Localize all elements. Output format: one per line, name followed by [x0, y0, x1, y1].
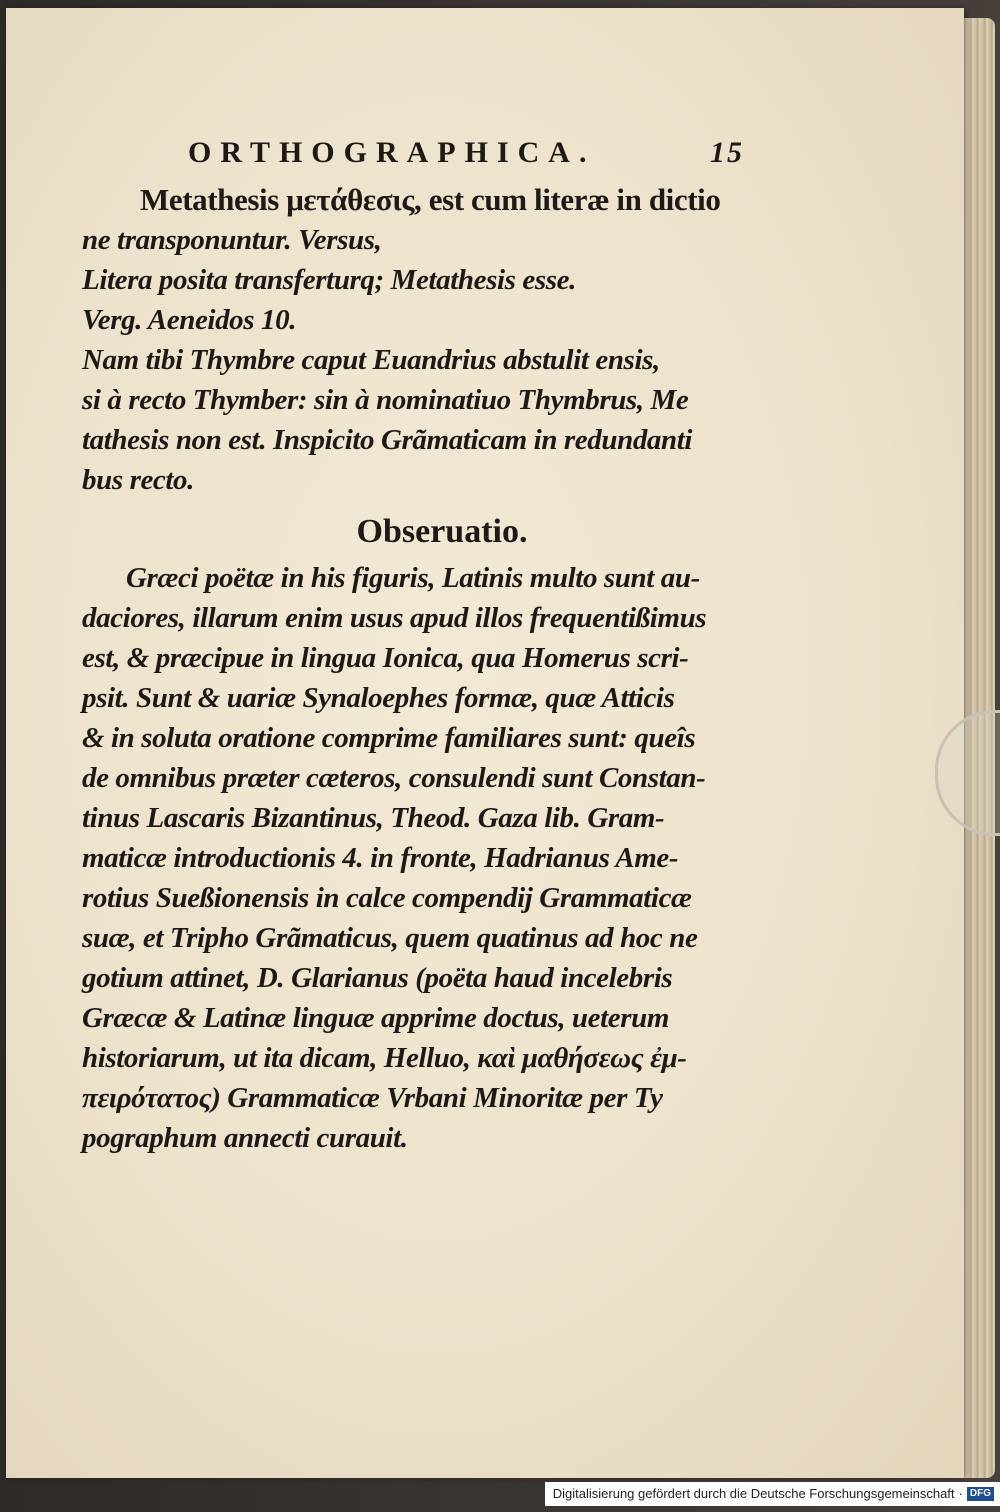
text-line: Nam tibi Thymbre caput Euandrius abstulit ensis, — [82, 344, 660, 376]
running-head — [188, 136, 744, 180]
text-line: Græcæ & Latinæ linguæ apprime doctus, ueterum — [82, 1002, 670, 1034]
text-line: est, & præcipue in lingua Ionica, qua Homerus scri- — [82, 642, 689, 674]
text-line: Litera posita transferturq; Metathesis esse. — [82, 264, 576, 296]
dfg-logo: DFG — [967, 1487, 994, 1501]
text-line: & in soluta oratione comprime familiares sunt: queîs — [82, 722, 696, 754]
book-page — [6, 8, 964, 1478]
text-line: de omnibus præter cæteros, consulendi sunt Constan- — [82, 762, 706, 794]
text-line: si à recto Thymber: sin à nominatiuo Thymbrus, Me — [82, 384, 689, 416]
text-line: πειρότατος) Grammaticæ Vrbani Minoritæ per Ty — [82, 1082, 663, 1114]
text-line: psit. Sunt & uariæ Synaloephes formæ, quæ Atticis — [82, 682, 675, 714]
digitization-credit: Digitalisierung gefördert durch die Deutsche Forschungsgemeinschaft · DFG — [545, 1482, 1000, 1506]
text-line: tathesis non est. Inspicito Grãmaticam in redundanti — [82, 424, 693, 456]
text-line: maticæ introductionis 4. in fronte, Hadrianus Ame- — [82, 842, 679, 874]
text-line: ne transponuntur. Versus, — [82, 224, 382, 256]
text-line: bus recto. — [82, 464, 195, 496]
text-line: suæ, et Tripho Grãmaticus, quem quatinus ad hoc ne — [82, 922, 698, 954]
text-line: tinus Lascaris Bizantinus, Theod. Gaza lib. Gram- — [82, 802, 665, 834]
page-number: 15 — [710, 136, 744, 169]
text-line: daciores, illarum enim usus apud illos frequentißimus — [82, 602, 707, 634]
text-line: Metathesis μετάθεσις, est cum literæ in dictio — [140, 182, 721, 217]
text-line: gotium attinet, D. Glarianus (poëta haud incelebris — [82, 962, 673, 994]
page-text — [82, 136, 762, 1158]
text-line: Verg. Aeneidos 10. — [82, 304, 297, 336]
section-heading: Obseruatio. — [356, 513, 528, 550]
text-line: rotius Sueßionensis in calce compendij Grammaticæ — [82, 882, 692, 914]
credit-text: Digitalisierung gefördert durch die Deutsche Forschungsgemeinschaft — [552, 1486, 955, 1501]
running-head-title: ORTHOGRAPHICA. — [188, 136, 596, 169]
text-line: Græci poëtæ in his figuris, Latinis multo sunt au- — [126, 562, 700, 594]
text-line: pographum annecti curauit. — [82, 1122, 408, 1154]
text-line: historiarum, ut ita dicam, Helluo, καὶ μαθήσεως ἐμ- — [82, 1042, 687, 1074]
